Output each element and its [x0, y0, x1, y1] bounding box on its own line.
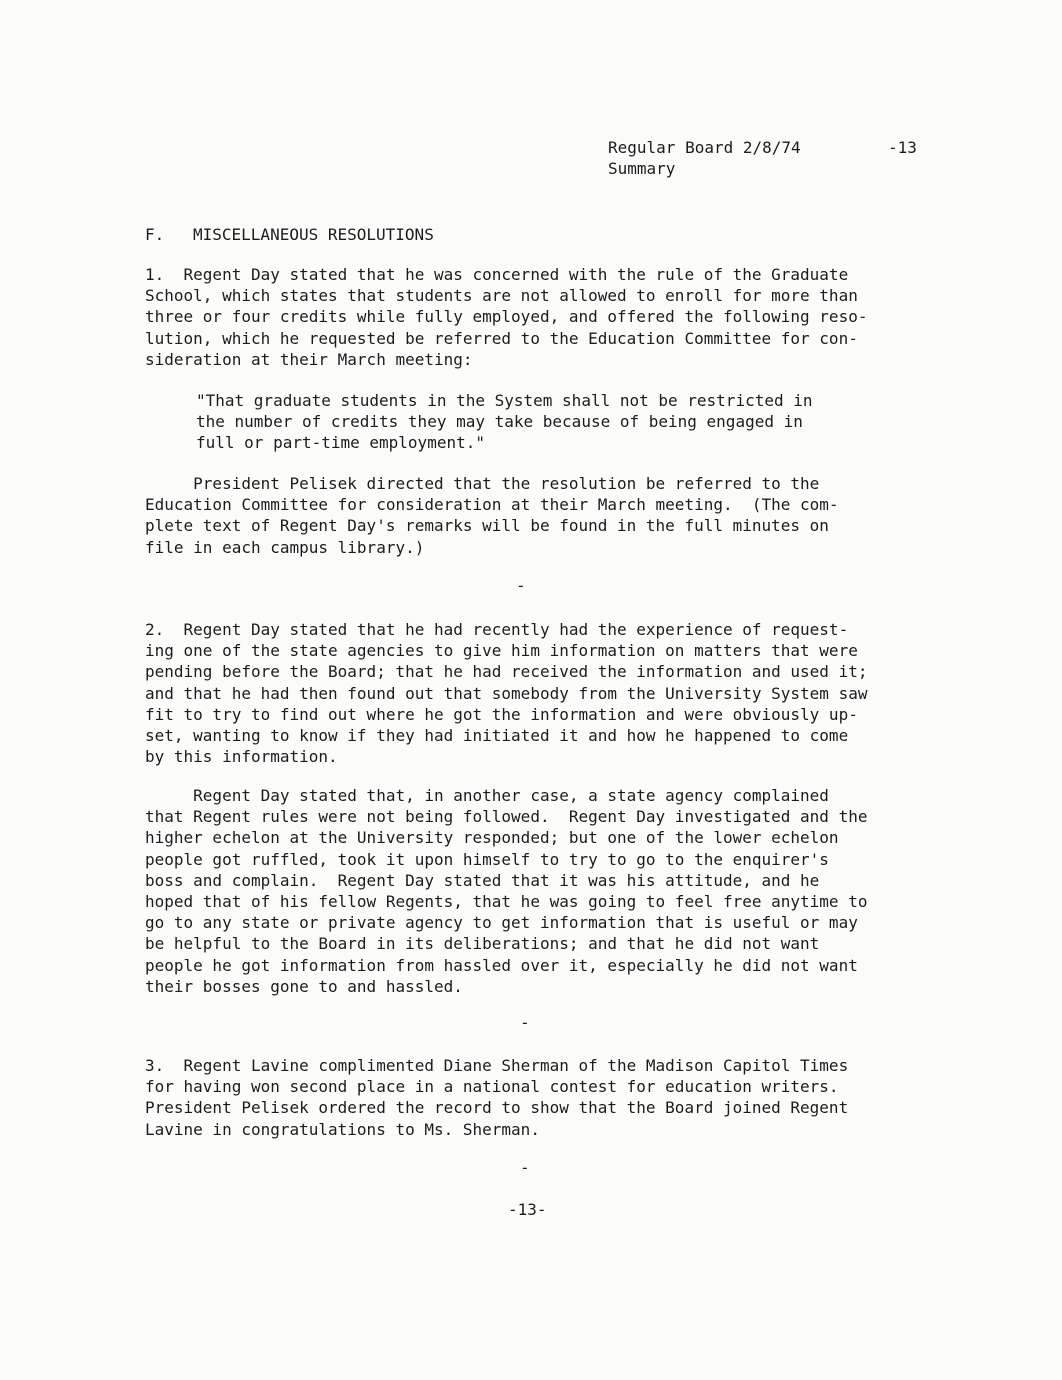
text-line: plete text of Regent Day's remarks will be found in the full minutes on — [145, 516, 829, 536]
text-line: go to any state or private agency to get information that is useful or may — [145, 913, 858, 933]
text-line: higher echelon at the University responded; but one of the lower echelon — [145, 828, 839, 848]
separator-dash: - — [520, 1158, 530, 1177]
text-line: three or four credits while fully employed, and offered the following reso- — [145, 307, 868, 327]
item2-paragraph1 — [145, 619, 935, 767]
text-line: 1. Regent Day stated that he was concerned with the rule of the Graduate — [145, 265, 849, 284]
text-line: the number of credits they may take because of being engaged in — [196, 412, 803, 432]
text-line: Lavine in congratulations to Ms. Sherman. — [145, 1119, 540, 1139]
item3-paragraph — [145, 1055, 935, 1140]
text-line: pending before the Board; that he had received the information and used it; — [145, 662, 868, 682]
footer-page-number: -13- — [508, 1200, 547, 1219]
section-title: MISCELLANEOUS RESOLUTIONS — [193, 225, 434, 244]
text-line: President Pelisek ordered the record to show that the Board joined Regent — [145, 1098, 849, 1118]
text-line: and that he had then found out that somebody from the University System saw — [145, 683, 868, 703]
item2-paragraph2 — [145, 785, 935, 997]
item1-paragraph — [145, 264, 935, 370]
text-line: sideration at their March meeting: — [145, 349, 473, 369]
header-title: Regular Board 2/8/74 — [608, 138, 801, 157]
text-line: President Pelisek directed that the resolution be referred to the — [145, 474, 820, 493]
resolution-quote — [196, 390, 896, 454]
item1-followup — [145, 473, 935, 558]
text-line: their bosses gone to and hassled. — [145, 976, 463, 996]
text-line: by this information. — [145, 747, 338, 767]
text-line: be helpful to the Board in its deliberations; and that he did not want — [145, 934, 820, 954]
text-line: set, wanting to know if they had initiated it and how he happened to come — [145, 726, 849, 746]
text-line: Education Committee for consideration at their March meeting. (The com- — [145, 495, 839, 515]
text-line: Regent Day stated that, in another case, a state agency complained — [145, 786, 829, 805]
section-letter: F. — [145, 225, 165, 244]
text-line: 2. Regent Day stated that he had recently had the experience of request- — [145, 620, 849, 639]
text-line: for having won second place in a national contest for education writers. — [145, 1077, 839, 1097]
text-line: hoped that of his fellow Regents, that he was going to feel free anytime to — [145, 892, 868, 912]
separator-dash: - — [516, 576, 526, 595]
text-line: "That graduate students in the System shall not be restricted in — [196, 391, 813, 410]
header-subtitle: Summary — [608, 159, 676, 178]
text-line: full or part-time employment." — [196, 433, 485, 453]
header-page-ref: -13 — [888, 138, 917, 157]
text-line: people he got information from hassled over it, especially he did not want — [145, 955, 858, 975]
text-line: boss and complain. Regent Day stated that it was his attitude, and he — [145, 870, 820, 890]
text-line: fit to try to find out where he got the information and were obviously up- — [145, 704, 858, 724]
text-line: file in each campus library.) — [145, 537, 425, 557]
text-line: lution, which he requested be referred to the Education Committee for con- — [145, 328, 858, 348]
text-line: 3. Regent Lavine complimented Diane Sherman of the Madison Capitol Times — [145, 1056, 849, 1075]
text-line: people got ruffled, took it upon himself to try to go to the enquirer's — [145, 849, 829, 869]
text-line: ing one of the state agencies to give him information on matters that were — [145, 641, 858, 661]
text-line: School, which states that students are not allowed to enroll for more than — [145, 286, 858, 306]
text-line: that Regent rules were not being followed. Regent Day investigated and the — [145, 807, 868, 827]
separator-dash: - — [520, 1013, 530, 1032]
